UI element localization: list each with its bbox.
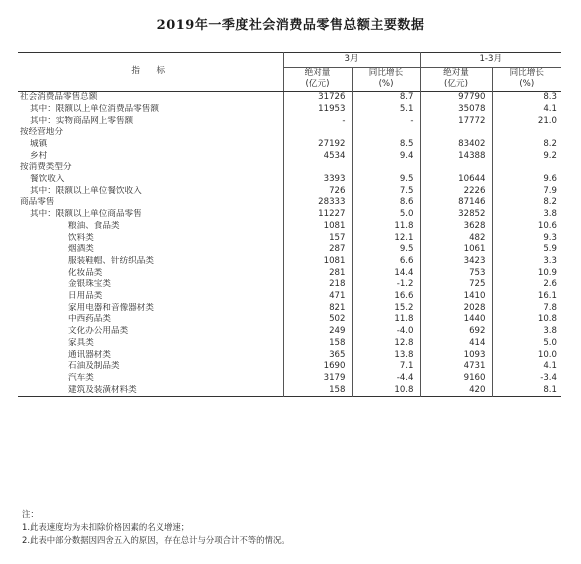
row-label: 其中：限额以上单位消费品零售额 [30, 103, 159, 114]
table-row [18, 268, 561, 280]
cell-march-yoy: 13.8 [352, 350, 420, 362]
table-body [18, 92, 561, 397]
cell-march-abs: 3179 [283, 373, 352, 385]
header-growth-unit-march: (%) [352, 79, 420, 91]
cell-q1-abs [420, 127, 492, 139]
row-label: 餐饮收入 [30, 174, 65, 185]
note-item: 1.此表速度均为未扣除价格因素的名义增速； [22, 522, 190, 532]
cell-q1-yoy: 9.6 [492, 174, 561, 186]
cell-march-abs: 157 [283, 233, 352, 245]
header-row-period [18, 53, 561, 68]
cell-march-yoy: 14.4 [352, 268, 420, 280]
cell-q1-yoy: 9.2 [492, 151, 561, 163]
cell-q1-abs: 420 [420, 385, 492, 397]
cell-march-abs: 1081 [283, 221, 352, 233]
row-label: 城镇 [30, 138, 48, 149]
cell-march-abs: 4534 [283, 151, 352, 163]
row-label: 其中：限额以上单位餐饮收入 [30, 185, 142, 196]
cell-q1-yoy: 5.0 [492, 338, 561, 350]
cell-march-yoy: 9.5 [352, 174, 420, 186]
row-label: 乡村 [30, 150, 48, 161]
table-row [18, 127, 561, 139]
cell-march-yoy: 12.1 [352, 233, 420, 245]
note-item: 2.此表中部分数据因四舍五入的原因，存在总计与分项合计不等的情况。 [22, 535, 290, 545]
cell-march-yoy: 7.5 [352, 186, 420, 198]
cell-march-abs: 28333 [283, 197, 352, 209]
cell-q1-abs: 87146 [420, 197, 492, 209]
table-row [18, 350, 561, 362]
cell-q1-yoy: 8.2 [492, 197, 561, 209]
cell-q1-abs: 3423 [420, 256, 492, 268]
table-row [18, 116, 561, 128]
table-row [18, 291, 561, 303]
row-label: 其中：限额以上单位商品零售 [30, 209, 142, 220]
header-growth-q1: 同比增长 [492, 67, 561, 79]
cell-q1-yoy: 8.2 [492, 139, 561, 151]
cell-march-abs: 249 [283, 326, 352, 338]
cell-q1-abs: 97790 [420, 92, 492, 104]
row-label: 中西药品类 [68, 314, 111, 325]
cell-q1-yoy: 7.8 [492, 303, 561, 315]
cell-march-abs: 1690 [283, 361, 352, 373]
table-row [18, 209, 561, 221]
row-label: 烟酒类 [68, 244, 94, 255]
row-label: 汽车类 [68, 372, 94, 383]
table-row [18, 233, 561, 245]
cell-march-abs: 726 [283, 186, 352, 198]
cell-march-yoy: 12.8 [352, 338, 420, 350]
cell-march-yoy: -1.2 [352, 279, 420, 291]
cell-march-yoy: 5.0 [352, 209, 420, 221]
table-row [18, 338, 561, 350]
row-label: 文化办公用品类 [68, 326, 129, 337]
cell-march-abs: 1081 [283, 256, 352, 268]
row-label: 建筑及装潢材料类 [68, 384, 137, 395]
cell-march-abs: 3393 [283, 174, 352, 186]
cell-march-yoy: 15.2 [352, 303, 420, 315]
cell-march-yoy: 9.5 [352, 244, 420, 256]
cell-march-yoy: 8.6 [352, 197, 420, 209]
cell-march-yoy: 8.7 [352, 92, 420, 104]
header-growth-march: 同比增长 [352, 67, 420, 79]
cell-q1-abs: 9160 [420, 373, 492, 385]
header-abs-q1: 绝对量 [420, 67, 492, 79]
table-title: 2019年一季度社会消费品零售总额主要数据 [156, 18, 425, 33]
cell-q1-yoy: 10.8 [492, 314, 561, 326]
cell-q1-abs: 482 [420, 233, 492, 245]
cell-march-abs: 158 [283, 385, 352, 397]
cell-march-abs: 11953 [283, 104, 352, 116]
table-row [18, 174, 561, 186]
cell-march-abs [283, 127, 352, 139]
cell-march-abs: 281 [283, 268, 352, 280]
cell-march-abs: 365 [283, 350, 352, 362]
cell-march-yoy [352, 162, 420, 174]
cell-q1-abs [420, 162, 492, 174]
row-label: 金银珠宝类 [68, 279, 111, 290]
cell-q1-yoy: 3.8 [492, 326, 561, 338]
cell-q1-abs: 1410 [420, 291, 492, 303]
cell-march-yoy: 8.5 [352, 139, 420, 151]
cell-q1-abs: 2028 [420, 303, 492, 315]
row-label: 通讯器材类 [68, 349, 111, 360]
row-label: 按消费类型分 [20, 162, 72, 173]
row-label: 饮料类 [68, 232, 94, 243]
cell-q1-abs: 1093 [420, 350, 492, 362]
cell-q1-yoy: 9.3 [492, 233, 561, 245]
cell-q1-yoy [492, 162, 561, 174]
header-abs-unit-q1: (亿元) [420, 79, 492, 91]
header-indicator: 指 标 [18, 53, 283, 92]
cell-q1-abs: 4731 [420, 361, 492, 373]
header-period-march: 3月 [283, 53, 420, 68]
cell-q1-abs: 83402 [420, 139, 492, 151]
table-row [18, 221, 561, 233]
cell-q1-abs: 17772 [420, 116, 492, 128]
cell-q1-yoy: 7.9 [492, 186, 561, 198]
row-label: 其中：实物商品网上零售额 [30, 115, 134, 126]
row-label: 家用电器和音像器材类 [68, 302, 154, 313]
table-row [18, 256, 561, 268]
table-row [18, 104, 561, 116]
notes-heading: 注： [22, 509, 39, 519]
cell-q1-yoy: 3.3 [492, 256, 561, 268]
cell-march-yoy: 11.8 [352, 314, 420, 326]
row-label: 粮油、食品类 [68, 220, 120, 231]
cell-q1-yoy: 4.1 [492, 104, 561, 116]
cell-q1-yoy [492, 127, 561, 139]
cell-march-yoy: 5.1 [352, 104, 420, 116]
cell-q1-yoy: 2.6 [492, 279, 561, 291]
cell-q1-abs: 1061 [420, 244, 492, 256]
table-row [18, 303, 561, 315]
cell-q1-yoy: 16.1 [492, 291, 561, 303]
cell-march-abs: 218 [283, 279, 352, 291]
cell-q1-abs: 1440 [420, 314, 492, 326]
cell-march-yoy: 10.8 [352, 385, 420, 397]
cell-q1-yoy: 10.6 [492, 221, 561, 233]
table-row [18, 361, 561, 373]
retail-sales-table [18, 52, 561, 397]
cell-q1-abs: 414 [420, 338, 492, 350]
header-growth-unit-q1: (%) [492, 79, 561, 91]
cell-q1-abs: 35078 [420, 104, 492, 116]
cell-q1-abs: 753 [420, 268, 492, 280]
cell-q1-yoy: -3.4 [492, 373, 561, 385]
cell-q1-abs: 692 [420, 326, 492, 338]
cell-q1-yoy: 21.0 [492, 116, 561, 128]
cell-march-abs: 11227 [283, 209, 352, 221]
table-row [18, 373, 561, 385]
row-label: 石油及制品类 [68, 361, 120, 372]
cell-march-yoy: 9.4 [352, 151, 420, 163]
cell-march-abs: 821 [283, 303, 352, 315]
header-abs-march: 绝对量 [283, 67, 352, 79]
table-row [18, 139, 561, 151]
row-label: 日用品类 [68, 291, 103, 302]
row-label: 服装鞋帽、针纺织品类 [68, 255, 154, 266]
cell-march-yoy: -4.4 [352, 373, 420, 385]
cell-q1-yoy: 10.0 [492, 350, 561, 362]
table-row [18, 244, 561, 256]
cell-march-yoy: 11.8 [352, 221, 420, 233]
cell-march-abs: 287 [283, 244, 352, 256]
table-row [18, 92, 561, 104]
cell-march-yoy: 16.6 [352, 291, 420, 303]
table-row [18, 314, 561, 326]
cell-march-abs: - [283, 116, 352, 128]
cell-march-yoy: - [352, 116, 420, 128]
cell-march-abs [283, 162, 352, 174]
cell-march-abs: 27192 [283, 139, 352, 151]
cell-q1-yoy: 5.9 [492, 244, 561, 256]
cell-march-yoy [352, 127, 420, 139]
table-row [18, 151, 561, 163]
cell-q1-abs: 2226 [420, 186, 492, 198]
cell-q1-yoy: 8.1 [492, 385, 561, 397]
cell-q1-abs: 14388 [420, 151, 492, 163]
header-abs-unit-march: (亿元) [283, 79, 352, 91]
cell-q1-abs: 3628 [420, 221, 492, 233]
cell-march-abs: 471 [283, 291, 352, 303]
cell-q1-yoy: 8.3 [492, 92, 561, 104]
table-row [18, 197, 561, 209]
notes [22, 508, 290, 547]
table-row [18, 279, 561, 291]
cell-march-abs: 158 [283, 338, 352, 350]
cell-march-yoy: -4.0 [352, 326, 420, 338]
cell-march-yoy: 6.6 [352, 256, 420, 268]
cell-q1-yoy: 3.8 [492, 209, 561, 221]
cell-march-abs: 31726 [283, 92, 352, 104]
table-row [18, 326, 561, 338]
table-row [18, 186, 561, 198]
row-label: 商品零售 [20, 197, 55, 208]
cell-q1-yoy: 4.1 [492, 361, 561, 373]
cell-march-yoy: 7.1 [352, 361, 420, 373]
row-label: 家具类 [68, 337, 94, 348]
row-label: 化妆品类 [68, 267, 103, 278]
cell-q1-abs: 10644 [420, 174, 492, 186]
row-label: 社会消费品零售总额 [20, 92, 98, 103]
cell-q1-yoy: 10.9 [492, 268, 561, 280]
cell-march-abs: 502 [283, 314, 352, 326]
table-row [18, 385, 561, 397]
cell-q1-abs: 32852 [420, 209, 492, 221]
header-period-q1: 1-3月 [420, 53, 561, 68]
table-row [18, 162, 561, 174]
row-label: 按经营地分 [20, 127, 63, 138]
cell-q1-abs: 725 [420, 279, 492, 291]
